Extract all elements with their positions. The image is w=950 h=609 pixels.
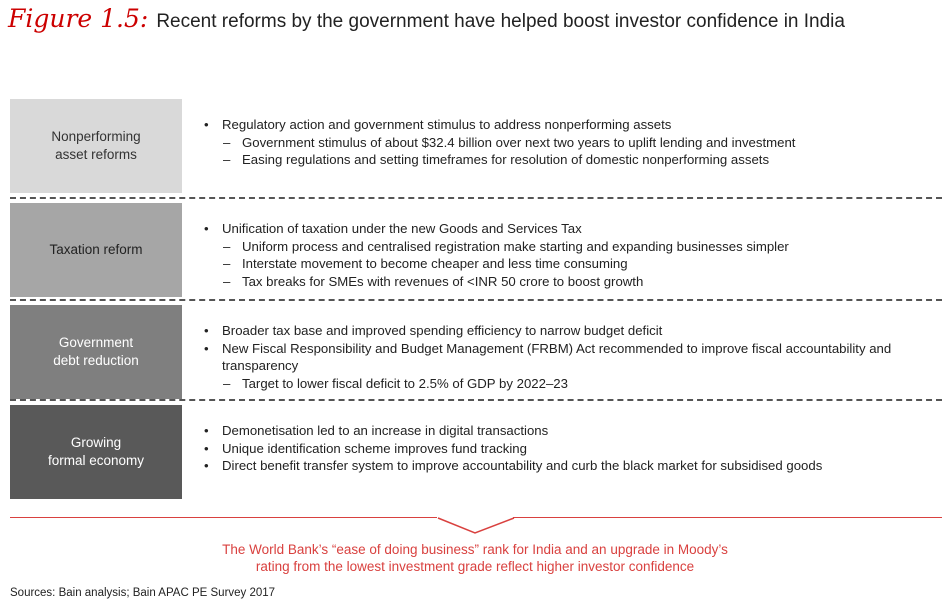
reform-details [202, 220, 922, 290]
sources-note: Sources: Bain analysis; Bain APAC PE Survey 2017 [10, 587, 276, 599]
bullet-item [202, 457, 922, 475]
category-box: Nonperforming asset reforms [10, 99, 182, 193]
bullet-item [202, 340, 922, 375]
bottom-divider-right [513, 517, 942, 518]
dash-icon: – [223, 273, 231, 289]
category-box: Government debt reduction [10, 305, 182, 399]
dashed-divider [10, 299, 942, 301]
bullet-text: Direct benefit transfer system to improve accountability and curb the black market for subsidised goods [222, 458, 823, 473]
sub-bullet-item [202, 151, 922, 169]
bullet-icon: • [204, 221, 209, 236]
sub-bullet-text: Tax breaks for SMEs with revenues of <INR 50 crore to boost growth [242, 273, 644, 289]
sub-bullet-item [202, 238, 922, 256]
dashed-divider [10, 399, 942, 401]
bullet-text: Regulatory action and government stimulus to address nonperforming assets [222, 117, 672, 132]
bullet-text: Demonetisation led to an increase in digital transactions [222, 423, 549, 438]
reform-row [10, 305, 942, 399]
bullet-item [202, 220, 922, 238]
reform-row [10, 203, 942, 297]
bullet-icon: • [204, 323, 209, 338]
sub-bullet-item [202, 134, 922, 152]
reform-details [202, 116, 922, 169]
dash-icon: – [223, 238, 231, 254]
dash-icon: – [223, 256, 231, 271]
sub-bullet-item [202, 375, 922, 393]
bullet-icon: • [204, 340, 209, 356]
figure-title-row [8, 4, 845, 44]
sub-bullet-text: Government stimulus of about $32.4 billion over next two years to uplift lending and investment [242, 134, 796, 150]
reform-row [10, 405, 942, 499]
sub-bullet-text: Target to lower fiscal deficit to 2.5% of GDP by 2022–23 [242, 375, 568, 391]
bullet-text: Unique identification scheme improves fund tracking [222, 440, 527, 456]
sub-bullet-text: Easing regulations and setting timeframes for resolution of domestic nonperforming assets [242, 152, 770, 167]
dashed-divider [10, 197, 942, 199]
dash-icon: – [223, 152, 231, 167]
bullet-text: Unification of taxation under the new Goods and Services Tax [222, 221, 582, 236]
bullet-item [202, 440, 922, 458]
conclusion-text: The World Bank’s “ease of doing business” rank for India and an upgrade in Moody’s rating from the lowest investment grade reflect higher investor confidence [222, 542, 728, 574]
bullet-text: New Fiscal Responsibility and Budget Management (FRBM) Act recommended to improve fiscal accountability and transparency [222, 340, 892, 373]
category-box: Growing formal economy [10, 405, 182, 499]
sub-bullet-item [202, 255, 922, 273]
dash-icon: – [223, 134, 231, 150]
chevron-down-icon [436, 503, 516, 535]
bullet-item [202, 322, 922, 340]
bullet-text: Broader tax base and improved spending efficiency to narrow budget deficit [222, 323, 663, 338]
sub-bullet-text: Uniform process and centralised registration make starting and expanding businesses simpler [242, 238, 789, 254]
bullet-item [202, 422, 922, 440]
sub-bullet-text: Interstate movement to become cheaper and less time consuming [242, 256, 628, 271]
dash-icon: – [223, 375, 231, 391]
figure-title: Recent reforms by the government have helped boost investor confidence in India [156, 11, 845, 32]
category-box: Taxation reform [10, 203, 182, 297]
figure-label: Figure 1.5: [8, 4, 149, 33]
reform-details [202, 322, 922, 392]
bullet-icon: • [204, 117, 209, 132]
sub-bullet-item [202, 273, 922, 291]
reform-details [202, 422, 922, 475]
bullet-icon: • [204, 423, 209, 438]
bullet-item [202, 116, 922, 134]
bottom-divider-left [10, 517, 437, 518]
reform-row [10, 99, 942, 193]
bullet-icon: • [204, 458, 209, 473]
bullet-icon: • [204, 440, 209, 456]
